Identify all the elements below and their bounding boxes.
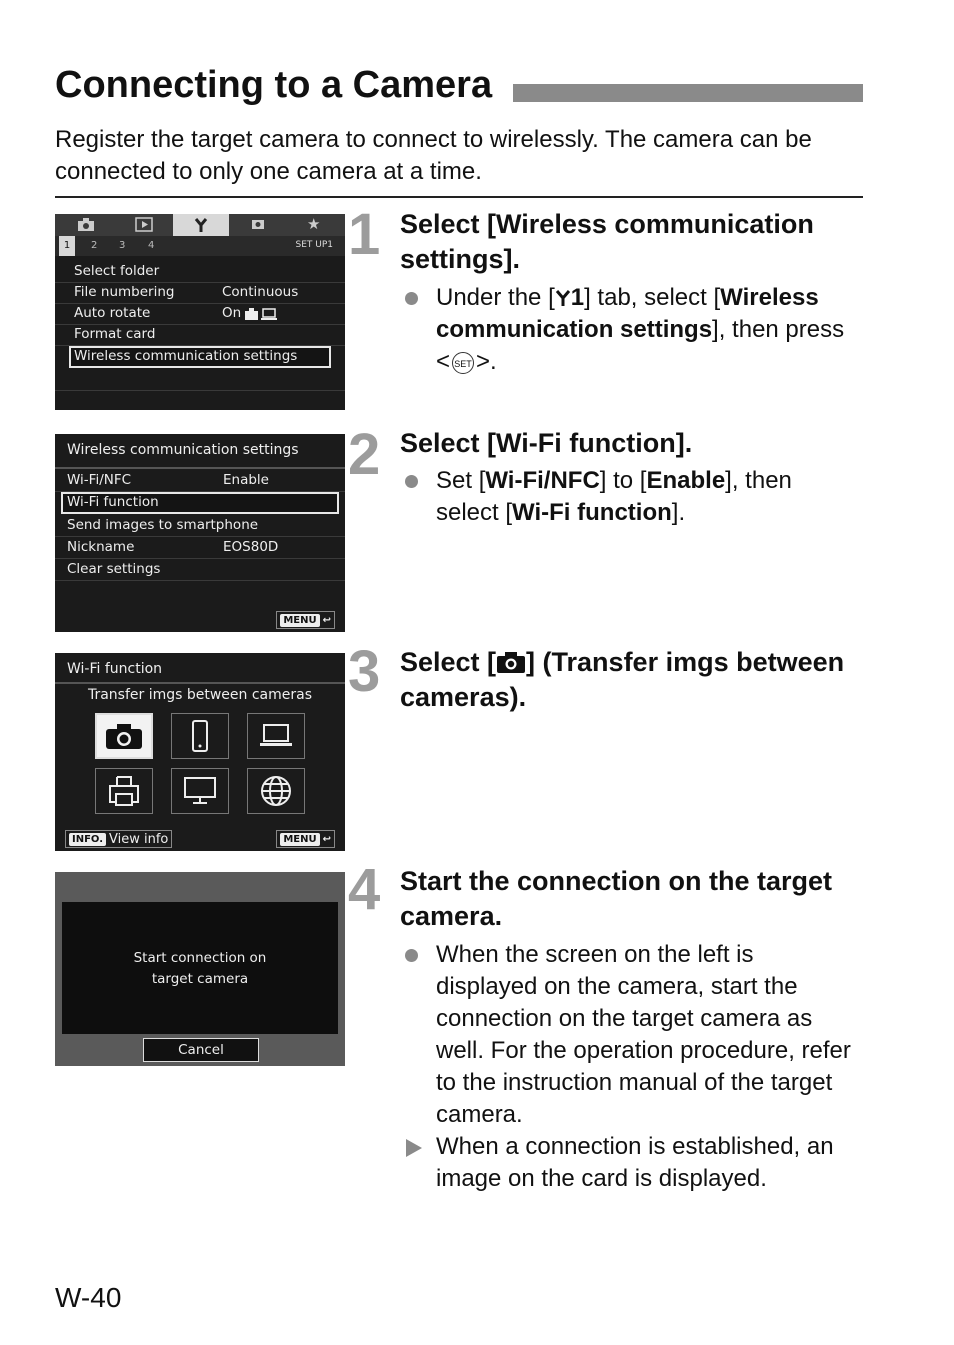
camera-icon <box>104 721 144 751</box>
intro-text: Register the target camera to connect to wirelessly. The camera can be connected to only one camera at a time. <box>55 126 812 185</box>
return-arrow-icon: ↩ <box>322 614 331 626</box>
camera-screen-setup-menu <box>55 214 345 410</box>
bullet-dot <box>405 475 418 488</box>
playback-tab-icon <box>135 217 153 236</box>
menu-back-button: MENU ↩ <box>276 611 335 629</box>
step-2-instruction: Set [Wi-Fi/NFC] to [Enable], then select [Wi-Fi function]. <box>400 465 860 529</box>
laptop-icon <box>258 721 294 751</box>
menu-row-wifi-nfc: Wi-Fi/NFC Enable <box>55 470 345 492</box>
view-info-button: INFO. View info <box>65 830 172 848</box>
function-subtitle: Transfer imgs between cameras <box>87 687 313 703</box>
menu-row-wifi-function-selected: Wi-Fi function <box>61 492 339 514</box>
screen-title: Wireless communication settings <box>67 442 299 458</box>
menu-row-file-numbering: File numbering Continuous <box>55 282 345 304</box>
step-number-1: 1 <box>348 202 381 267</box>
smartphone-tile <box>171 713 229 759</box>
message-line-2: target camera <box>151 971 249 987</box>
step-4-result: When a connection is established, an image on the card is displayed. <box>400 1131 860 1195</box>
set-button-icon: SET <box>452 352 474 374</box>
computer-tile <box>247 713 305 759</box>
result-arrow-icon <box>406 1139 422 1157</box>
monitor-icon <box>182 775 218 807</box>
web-service-tile <box>247 768 305 814</box>
menu-row-format-card: Format card <box>55 324 345 346</box>
wrench-icon <box>555 282 571 314</box>
menu-back-button: MENU ↩ <box>276 830 335 848</box>
screen-title: Wi-Fi function <box>67 661 163 677</box>
transfer-between-cameras-tile <box>95 713 153 759</box>
menu-row-send-to-smartphone: Send images to smartphone <box>55 515 345 537</box>
camera-computer-icon <box>244 307 278 321</box>
smartphone-icon <box>185 719 215 753</box>
camera-tab-icon <box>77 217 95 236</box>
sub-tab-2: 2 <box>91 240 98 251</box>
menu-row-select-folder: Select folder <box>55 261 345 283</box>
camera-icon <box>496 650 526 674</box>
step-2-heading: Select [Wi-Fi function]. <box>400 428 693 458</box>
sub-tab-bar <box>55 236 345 256</box>
menu-row-nickname: Nickname EOS80D <box>55 537 345 559</box>
printer-icon <box>106 774 142 808</box>
menu-tab-bar <box>55 214 345 236</box>
step-3-heading: Select [ ] (Transfer imgs between cameras). <box>400 647 845 712</box>
bullet-dot <box>405 292 418 305</box>
bullet-dot <box>405 949 418 962</box>
return-arrow-icon: ↩ <box>322 833 331 845</box>
camera-screen-wireless-settings <box>55 434 345 632</box>
page-title: Connecting to a Camera <box>55 64 493 106</box>
printer-tile <box>95 768 153 814</box>
sub-tab-3: 3 <box>119 240 126 251</box>
message-panel <box>62 902 338 1034</box>
step-1-heading: Select [Wireless communication settings]. <box>400 209 814 274</box>
menu-row-empty <box>55 369 345 391</box>
camera-screen-start-connection <box>55 872 345 1066</box>
message-line-1: Start connection on <box>133 950 267 966</box>
step-1-instruction: Under the [ 1] tab, select [Wireless communication settings], then press < SET >. <box>400 282 860 378</box>
camera-screen-wifi-function <box>55 653 345 851</box>
custom-function-tab-icon <box>249 217 267 236</box>
step-4-instruction: When the screen on the left is displayed on the camera, start the connection on the target camera as well. For the operation procedure, refer to the instruction manual of the target camera. <box>400 939 860 1131</box>
menu-row-clear-settings: Clear settings <box>55 559 345 581</box>
page-number: W-40 <box>55 1282 122 1313</box>
menu-row-auto-rotate: Auto rotate On <box>55 303 345 325</box>
sub-tab-1: 1 <box>59 236 75 256</box>
title-bar-decoration <box>513 84 863 102</box>
my-menu-star-icon: ★ <box>307 215 321 233</box>
menu-row-wireless-settings-selected: Wireless communication settings <box>69 346 331 368</box>
step-number-2: 2 <box>348 422 381 487</box>
wrench-icon <box>193 217 209 233</box>
web-service-tile-monitor <box>171 768 229 814</box>
sub-tab-4: 4 <box>148 240 155 251</box>
step-number-3: 3 <box>348 639 381 704</box>
step-number-4: 4 <box>348 857 381 922</box>
menu-tab-label: SET UP1 <box>295 240 333 250</box>
cancel-button: Cancel <box>143 1038 259 1062</box>
divider <box>55 196 863 198</box>
step-4-heading: Start the connection on the target camera. <box>400 866 833 931</box>
globe-icon <box>259 774 293 808</box>
setup-tab-active <box>173 214 229 236</box>
